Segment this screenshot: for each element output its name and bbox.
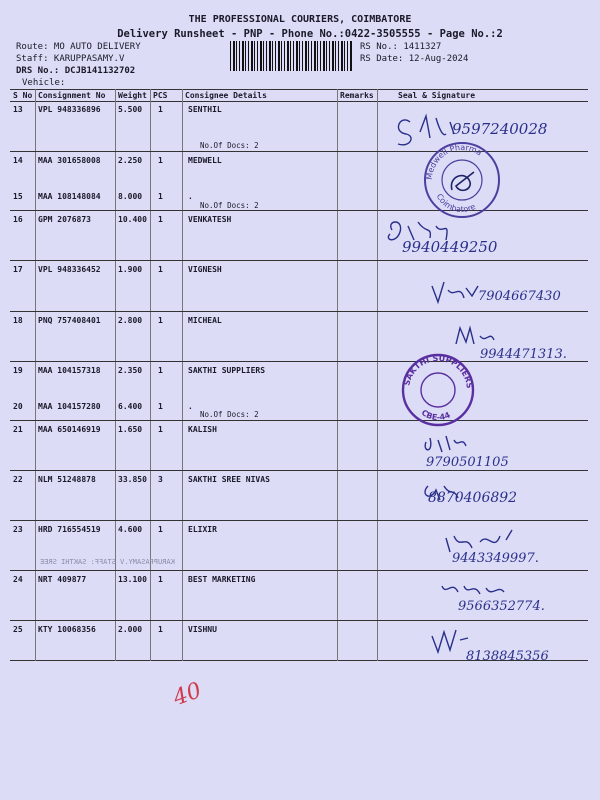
signature-phone: 9940449250 [402,238,498,256]
col-header-remarks: Remarks [340,91,374,100]
row-docs: No.Of Docs: 2 [200,201,259,210]
row-weight: 1.650 [118,425,143,434]
meta-left [16,41,141,89]
signature-phone: 8870406892 [428,490,518,506]
row-pcs: 1 [158,625,163,634]
col-header-signature: Seal & Signature [398,91,476,100]
signature-phone: 9790501105 [426,455,509,470]
row-sno: 17 [13,265,23,274]
row-weight: 2.000 [118,625,143,634]
row-consignment: KTY 10068356 [38,625,96,634]
column-divider [182,89,183,661]
row-consignment: NRT 409877 [38,575,87,584]
row-sno: 20 [13,402,23,411]
svg-text:Coimbatore: Coimbatore [434,192,477,215]
row-sno: 18 [13,316,23,325]
row-consignment: MAA 650146919 [38,425,101,434]
row-weight: 6.400 [118,402,143,411]
row-consignee: ELIXIR [188,525,217,534]
row-weight: 13.100 [118,575,147,584]
company-title: THE PROFESSIONAL COURIERS, COIMBATORE [188,14,412,25]
column-divider [150,89,151,661]
vehicle-text: Vehicle: [22,78,66,88]
signature-22 [380,474,585,520]
row-weight: 8.000 [118,192,143,201]
row-sno: 21 [13,425,23,434]
column-divider [377,89,378,661]
row-consignment: PNQ 757408401 [38,316,101,325]
signature-23 [380,522,585,568]
meta-right [360,41,468,65]
row-rule [10,570,588,571]
row-weight: 10.400 [118,215,147,224]
signature-phone: 9944471313. [480,347,567,362]
row-consignment: MAA 301658008 [38,156,101,165]
row-sno: 14 [13,156,23,165]
route-text: Route: MO AUTO DELIVERY [16,42,141,52]
row-weight: 1.900 [118,265,143,274]
row-consignment: HRD 716554519 [38,525,101,534]
signature-phone: 9443349997. [452,551,539,566]
row-pcs: 1 [158,105,163,114]
row-pcs: 1 [158,265,163,274]
row-consignment: MAA 104157318 [38,366,101,375]
signature-phone: 8138845356 [466,649,549,664]
col-header-consignment: Consignment No [38,91,106,100]
signature-25 [380,620,585,666]
col-header-sno: S No [13,91,33,100]
col-header-pcs: PCS [153,91,168,100]
signature-24 [380,572,585,618]
row-consignee: . [188,402,193,411]
table-header-rule [10,101,588,102]
row-weight: 33.850 [118,475,147,484]
row-consignee: MEDWELL [188,156,222,165]
row-pcs: 1 [158,366,163,375]
row-rule [10,260,588,261]
row-pcs: 1 [158,525,163,534]
row-docs: No.Of Docs: 2 [200,141,259,150]
row-consignment: VPL 948336896 [38,105,101,114]
svg-text:CBE-44: CBE-44 [419,407,452,423]
column-divider [115,89,116,661]
row-sno: 19 [13,366,23,375]
row-consignee: MICHEAL [188,316,222,325]
row-consignee: VIGNESH [188,265,222,274]
row-pcs: 3 [158,475,163,484]
row-pcs: 1 [158,192,163,201]
row-consignment: VPL 948336452 [38,265,101,274]
row-sno: 22 [13,475,23,484]
rs-no-text: RS No.: 1411327 [360,42,442,52]
row-sno: 16 [13,215,23,224]
rs-date-text: RS Date: 12-Aug-2024 [360,54,469,64]
row-consignee: SAKTHI SREE NIVAS [188,475,270,484]
row-consignee: . [188,192,193,201]
row-consignee: BEST MARKETING [188,575,256,584]
row-sno: 13 [13,105,23,114]
signature-phone: 9597240028 [452,120,548,138]
column-divider [35,89,36,661]
row-weight: 4.600 [118,525,143,534]
signature-phone: 9566352774. [458,599,545,614]
row-consignee: VENKATESH [188,215,232,224]
sakthi-stamp [400,352,476,428]
staff-text: Staff: KARUPPASAMY.V [16,54,125,64]
row-pcs: 1 [158,215,163,224]
row-pcs: 1 [158,425,163,434]
handwritten-mark [170,670,220,710]
row-sno: 24 [13,575,23,584]
row-weight: 2.800 [118,316,143,325]
row-consignee: SAKTHI SUPPLIERS [188,366,266,375]
row-consignment: GPM 2076873 [38,215,91,224]
handwritten-mark-text: 40 [170,678,205,712]
barcode [230,41,352,71]
drs-text: DRS No.: DCJB141132702 [16,66,136,76]
signature-17 [380,268,585,314]
row-rule [10,520,588,521]
row-weight: 2.350 [118,366,143,375]
medwell-stamp [422,140,502,220]
row-pcs: 1 [158,575,163,584]
col-header-consignee: Consignee Details [185,91,267,100]
svg-text:SAKTHI SUPPLIERS: SAKTHI SUPPLIERS [402,353,475,389]
row-consignment: MAA 108148084 [38,192,101,201]
col-header-weight: Weight [118,91,147,100]
row-consignee: KALISH [188,425,217,434]
row-consignee: VISHNU [188,625,217,634]
row-sno: 15 [13,192,23,201]
svg-text:Medwell Pharma: Medwell Pharma [424,142,484,181]
row-sno: 23 [13,525,23,534]
row-weight: 2.250 [118,156,143,165]
bleedthrough-text: KARUPPASAMY.V STAFF: SAKTHI SREE [40,558,175,566]
signature-phone: 7904667430 [478,289,561,304]
row-pcs: 1 [158,402,163,411]
row-consignee: SENTHIL [188,105,222,114]
row-pcs: 1 [158,316,163,325]
row-sno: 25 [13,625,23,634]
row-rule [10,420,588,421]
row-weight: 5.500 [118,105,143,114]
row-pcs: 1 [158,156,163,165]
row-consignment: NLM 51248878 [38,475,96,484]
table-top-rule [10,89,588,90]
signature-21 [380,426,585,472]
column-divider [337,89,338,661]
runsheet-title: Delivery Runsheet - PNP - Phone No.:0422-3505555 - Page No.:2 [117,28,503,40]
row-docs: No.Of Docs: 2 [200,410,259,419]
row-consignment: MAA 104157280 [38,402,101,411]
